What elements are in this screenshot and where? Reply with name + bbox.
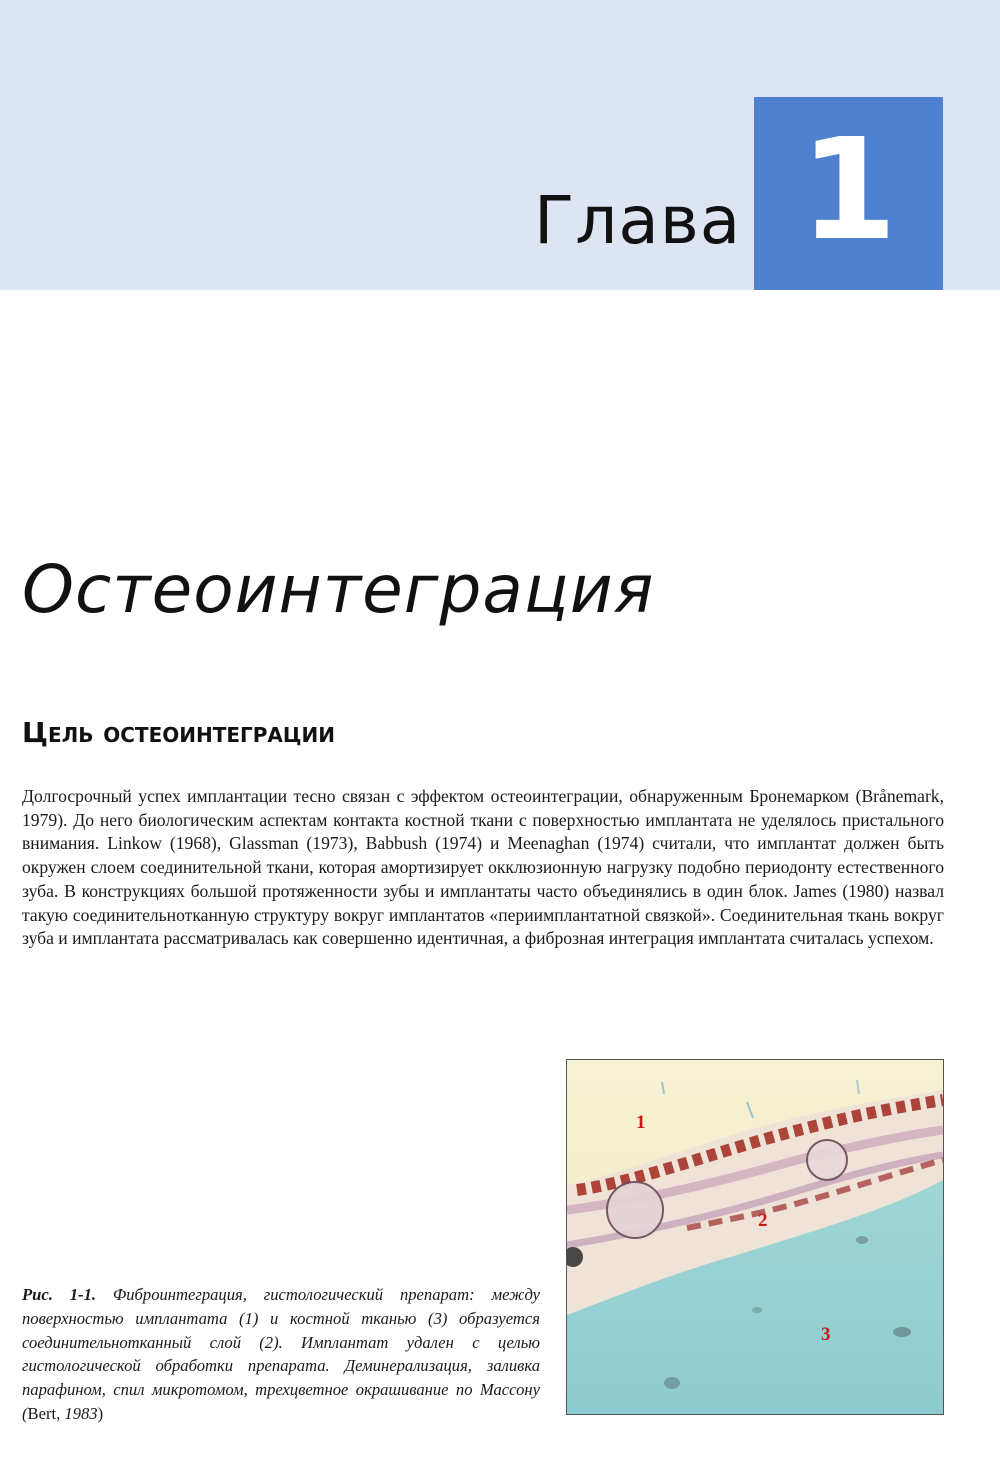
caption-text: Фиброинтеграция, гистологический препарат: между поверхностью имплантата (1) и костной тканью (3) образуется соединительнотканный слой (2). Имплантат удален с целью гистологической обработки препарата. Деминерализация, заливка парафином, спил микротомом, трехцветное окрашивание по Массону (	[22, 1285, 540, 1423]
caption-close: )	[97, 1403, 104, 1423]
chapter-number: 1	[799, 109, 898, 272]
chapter-word: Глава	[534, 182, 742, 259]
chapter-title: Остеоинтеграция	[22, 551, 655, 628]
chapter-number-box	[754, 97, 943, 290]
body-paragraph: Долгосрочный успех имплантации тесно связан с эффектом остеоинтеграции, обнаруженным Бронемарком (Brånemark, 1979). До него биологическим аспектам контакта костной ткани с поверхностью имплантата не уделялось пристального внимания. Linkow (1968), Glassman (1973), Babbush (1974) и Meenaghan (1974) считали, что имплантат должен быть окружен слоем соединительной ткани, которая амортизирует окклюзионную нагрузку подобно периодонту естественного зуба. В конструкциях большой протяженности зубы и имплантаты часто объединялись в один блок. James (1980) назвал такую соединительнотканную структуру вокруг имплантатов «периимплантатной связкой». Соединительная ткань вокруг зуба и имплантата рассматривалась как совершенно идентичная, а фиброзная интеграция имплантата считалась успехом.	[22, 786, 944, 949]
section-heading	[22, 713, 722, 753]
caption-author: Bert,	[27, 1403, 61, 1423]
figure-label-implant: 1	[636, 1112, 646, 1133]
section-heading-initial: Ц	[22, 716, 48, 749]
figure-label-bone: 3	[821, 1324, 831, 1345]
caption-label: Рис. 1-1.	[22, 1285, 97, 1304]
figure-label-connective-layer: 2	[758, 1210, 768, 1231]
section-heading-rest: ель остеоинтеграции	[47, 716, 335, 749]
caption-year: 1983	[60, 1403, 98, 1423]
histology-image	[567, 1060, 943, 1414]
figure-caption	[22, 1283, 540, 1426]
histology-figure	[566, 1059, 944, 1415]
